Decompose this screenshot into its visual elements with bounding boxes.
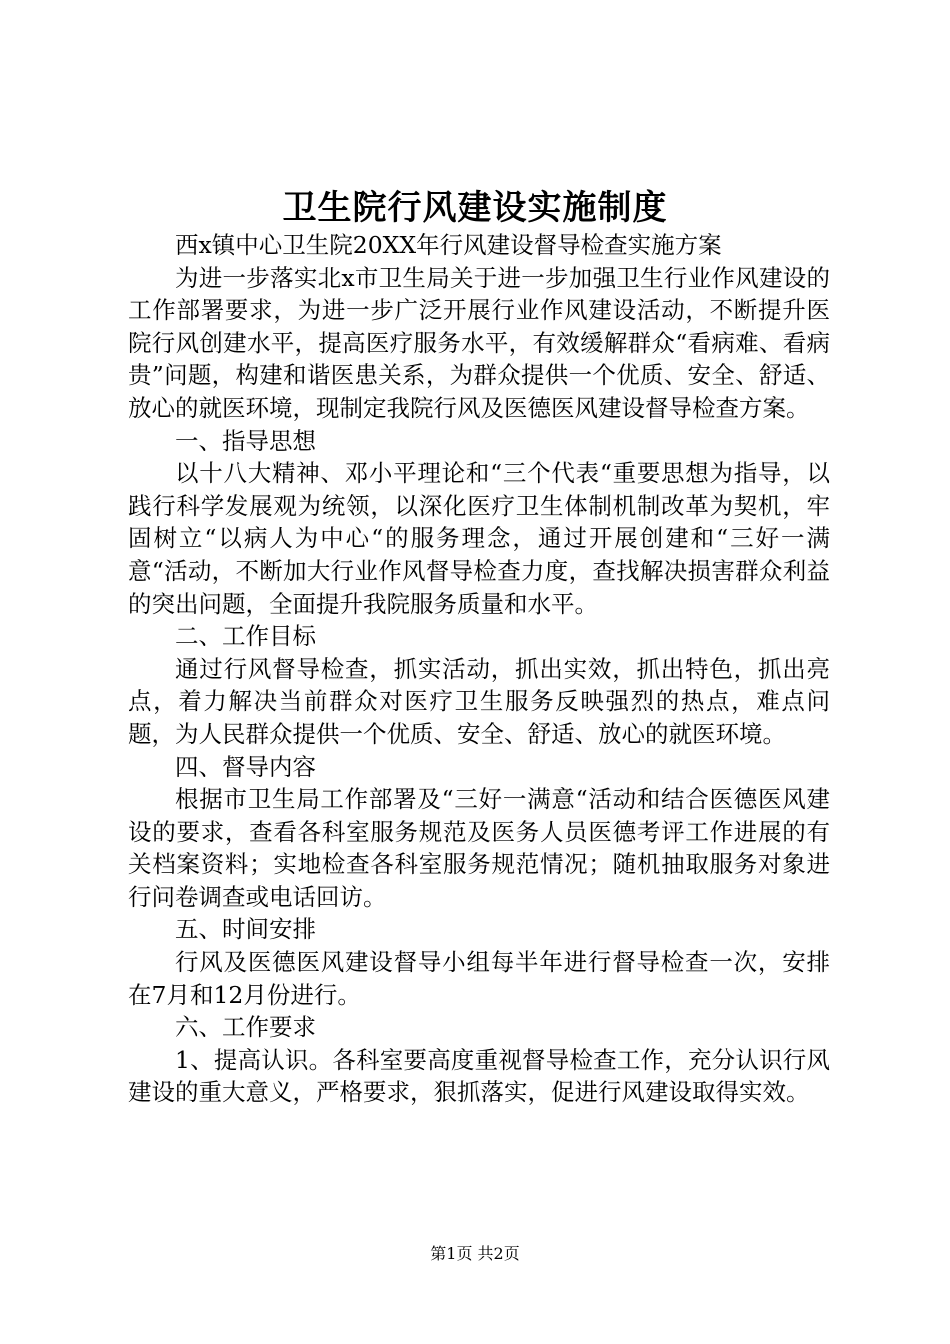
paragraph-intro: 为进一步落实北x市卫生局关于进一步加强卫生行业作风建设的工作部署要求，为进一步广泛开展行业作风建设活动，不断提升医院行风创建水平，提高医疗服务水平，有效缓解群众“看病难、看病贵”问题，构建和谐医患关系，为群众提供一个优质、安全、舒适、放心的就医环境，现制定我院行风及医德医风建设督导检查方案。 xyxy=(128,263,830,422)
paragraph-requirement-1: 1、提高认识。各科室要高度重视督导检查工作，充分认识行风建设的重大意义，严格要求，狠抓落实，促进行风建设取得实效。 xyxy=(128,1045,830,1107)
heading-supervision-content: 四、督导内容 xyxy=(175,752,316,781)
heading-schedule: 五、时间安排 xyxy=(175,915,316,944)
paragraph-plan-name: 西x镇中心卫生院20XX年行风建设督导检查实施方案 xyxy=(175,231,722,259)
heading-guiding-ideology: 一、指导思想 xyxy=(175,426,316,455)
document-title: 卫生院行风建设实施制度 xyxy=(282,188,668,228)
heading-work-requirements: 六、工作要求 xyxy=(175,1013,316,1042)
paragraph-guiding-ideology: 以十八大精神、邓小平理论和“三个代表“重要思想为指导，以践行科学发展观为统领，以深化医疗卫生体制机制改革为契机，牢固树立“以病人为中心“的服务理念，通过开展创建和“三好一满意“活动，不断加大行业作风督导检查力度，查找解决损害群众利益的突出问题，全面提升我院服务质量和水平。 xyxy=(128,459,830,618)
paragraph-supervision-content: 根据市卫生局工作部署及“三好一满意“活动和结合医德医风建设的要求，查看各科室服务规范及医务人员医德考评工作进展的有关档案资料；实地检查各科室服务规范情况；随机抽取服务对象进行问卷调查或电话回访。 xyxy=(128,785,830,911)
paragraph-schedule: 行风及医德医风建设督导小组每半年进行督导检查一次，安排在7月和12月份进行。 xyxy=(128,948,830,1009)
paragraph-work-goals: 通过行风督导检查，抓实活动，抓出实效，抓出特色，抓出亮点，着力解决当前群众对医疗卫生服务反映强烈的热点，难点问题，为人民群众提供一个优质、安全、舒适、放心的就医环境。 xyxy=(128,654,830,748)
heading-work-goals: 二、工作目标 xyxy=(175,622,316,651)
document-body xyxy=(128,229,830,1109)
page-number-footer: 第1页 共2页 xyxy=(430,1244,520,1263)
